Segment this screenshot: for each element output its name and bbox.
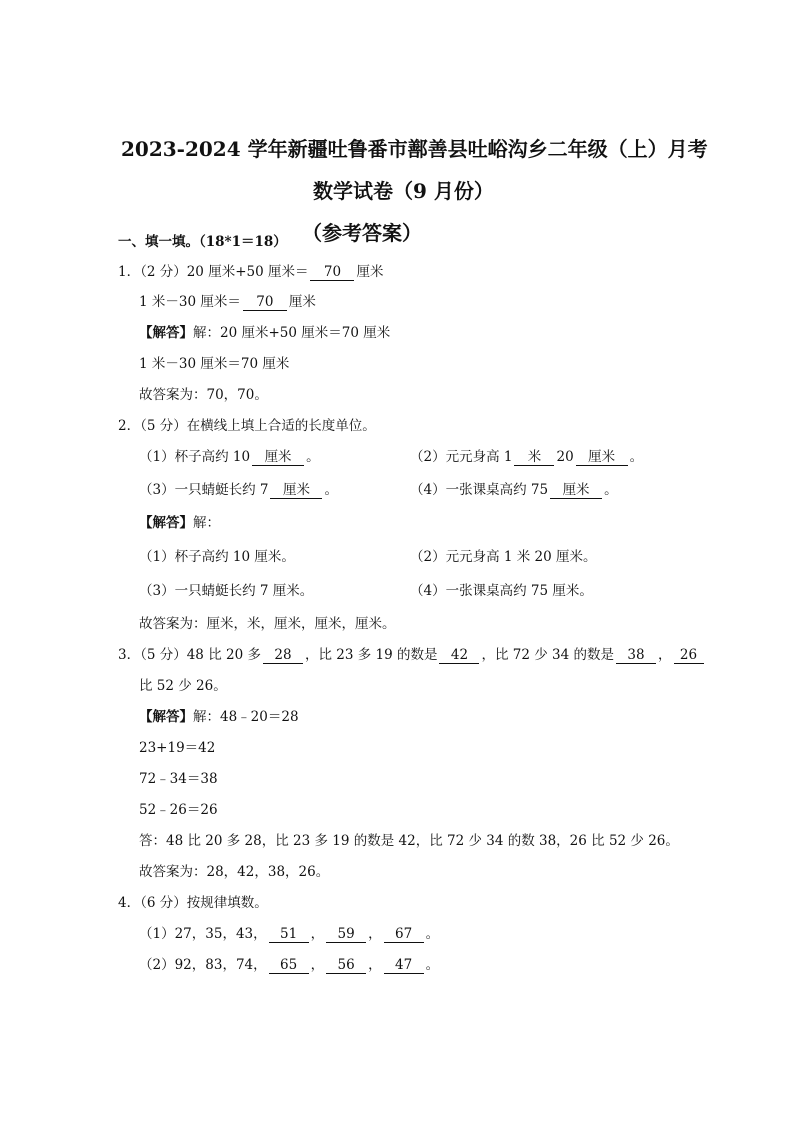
q2-answer-3: 厘米 (270, 482, 322, 499)
q4-row-1-answer-2: 59 (326, 926, 366, 943)
q4-row-2-answer-3: 47 (384, 957, 424, 974)
solution-tag: 【解答】 (139, 515, 193, 531)
q3-line1 (118, 646, 706, 664)
q4-end: 。 (425, 926, 440, 942)
section-heading: 一、填一填。（18*1＝18） (118, 234, 287, 250)
q2-solution-text: 解： (193, 515, 220, 531)
q2-item-4-end: 。 (604, 482, 618, 498)
q1-line2-unit: 厘米 (288, 294, 316, 310)
q1-line1-unit: 厘米 (356, 264, 384, 280)
solution-tag: 【解答】 (139, 325, 193, 341)
q2-answer-2b: 厘米 (576, 449, 628, 466)
q2-item-2-text: （2）元元身高 1 (410, 449, 513, 465)
q4-row-1 (139, 925, 439, 943)
q1-line2 (139, 293, 316, 311)
q4-sep: ， (310, 957, 325, 973)
q4-sep: ， (368, 957, 382, 973)
q4-row-1-answer-1: 51 (269, 926, 309, 943)
q2-item-3 (139, 481, 338, 499)
q1-line1 (118, 263, 383, 281)
q3-answer-4: 26 (674, 647, 704, 664)
q2-item-1 (139, 448, 320, 466)
q1-solution-line1 (139, 324, 390, 342)
q4-row-2 (139, 956, 439, 974)
q3-line2: 比 52 少 26。 (139, 678, 227, 694)
q3-text-3: ，比 72 少 34 的数是 (481, 647, 615, 663)
q2-answer-1: 厘米 (252, 449, 304, 466)
q1-answer-1: 70 (310, 264, 354, 281)
q4-row-2-answer-1: 65 (269, 957, 309, 974)
q2-solution-4: （4）一张课桌高约 75 厘米。 (410, 583, 593, 599)
q1-final-answer: 故答案为：70，70。 (139, 387, 268, 403)
q2-answer-2a: 米 (514, 449, 554, 466)
q2-item-1-end: 。 (306, 449, 320, 465)
q2-solution-3: （3）一只蜻蜓长约 7 厘米。 (139, 583, 314, 599)
q4-sep: ， (368, 926, 382, 942)
q4-row-2-text: （2）92，83，74， (139, 957, 267, 973)
q2-solution-1: （1）杯子高约 10 厘米。 (139, 549, 295, 565)
q4-sep: ， (310, 926, 325, 942)
q2-item-3-end: 。 (324, 482, 338, 498)
q4-row-1-answer-3: 67 (384, 926, 424, 943)
q4-end: 。 (425, 957, 440, 973)
q4-row-1-text: （1）27，35，43， (139, 926, 267, 942)
q2-item-2 (410, 448, 643, 466)
q2-item-3-text: （3）一只蜻蜓长约 7 (139, 482, 269, 498)
q1-solution-text: 解：20 厘米+50 厘米＝70 厘米 (193, 325, 391, 341)
q3-text-4: ， (658, 647, 672, 663)
q2-item-4 (410, 481, 618, 499)
q2-item-4-text: （4）一张课桌高约 75 (410, 482, 549, 498)
q2-stem: 2．（5 分）在横线上填上合适的长度单位。 (118, 418, 376, 434)
q3-solution-text: 解：48﹣20＝28 (193, 709, 299, 725)
q2-final-answer: 故答案为：厘米，米，厘米，厘米，厘米。 (139, 616, 396, 632)
solution-tag: 【解答】 (139, 709, 193, 725)
q3-final-answer: 故答案为：28，42，38，26。 (139, 864, 330, 880)
q2-answer-4: 厘米 (550, 482, 602, 499)
exam-subtitle: （参考答案） (302, 221, 422, 245)
q3-solution-line4: 52﹣26＝26 (139, 802, 218, 818)
q3-answer-1: 28 (263, 647, 303, 664)
q2-item-1-text: （1）杯子高约 10 (139, 449, 251, 465)
q2-item-2-mid: 20 (556, 449, 574, 465)
q4-stem: 4．（6 分）按规律填数。 (118, 895, 268, 911)
q2-solution-2: （2）元元身高 1 米 20 厘米。 (410, 549, 597, 565)
q3-solution-line3: 72﹣34＝38 (139, 771, 218, 787)
q3-solution-line1 (139, 708, 299, 726)
q3-solution-line2: 23+19＝42 (139, 740, 216, 756)
q3-answer-sentence: 答：48 比 20 多 28，比 23 多 19 的数是 42，比 72 少 34 的数 38，26 比 52 少 26。 (139, 833, 679, 849)
q1-answer-2: 70 (243, 294, 287, 311)
q3-answer-3: 38 (616, 647, 656, 664)
q1-line2-text: 1 米－30 厘米＝ (139, 294, 241, 310)
q4-row-2-answer-2: 56 (326, 957, 366, 974)
q3-text-1: 3．（5 分）48 比 20 多 (118, 647, 261, 663)
exam-title-line1: 2023-2024 学年新疆吐鲁番市鄯善县吐峪沟乡二年级（上）月考 (121, 137, 708, 161)
q3-answer-2: 42 (439, 647, 479, 664)
q1-solution-line2: 1 米－30 厘米＝70 厘米 (139, 356, 290, 372)
q2-solution-head (139, 514, 220, 532)
q3-text-2: ，比 23 多 19 的数是 (304, 647, 438, 663)
q2-item-2-end: 。 (629, 449, 644, 465)
q1-line1-text: 1．（2 分）20 厘米+50 厘米＝ (118, 264, 309, 280)
exam-title-line2: 数学试卷（9 月份） (313, 179, 494, 203)
